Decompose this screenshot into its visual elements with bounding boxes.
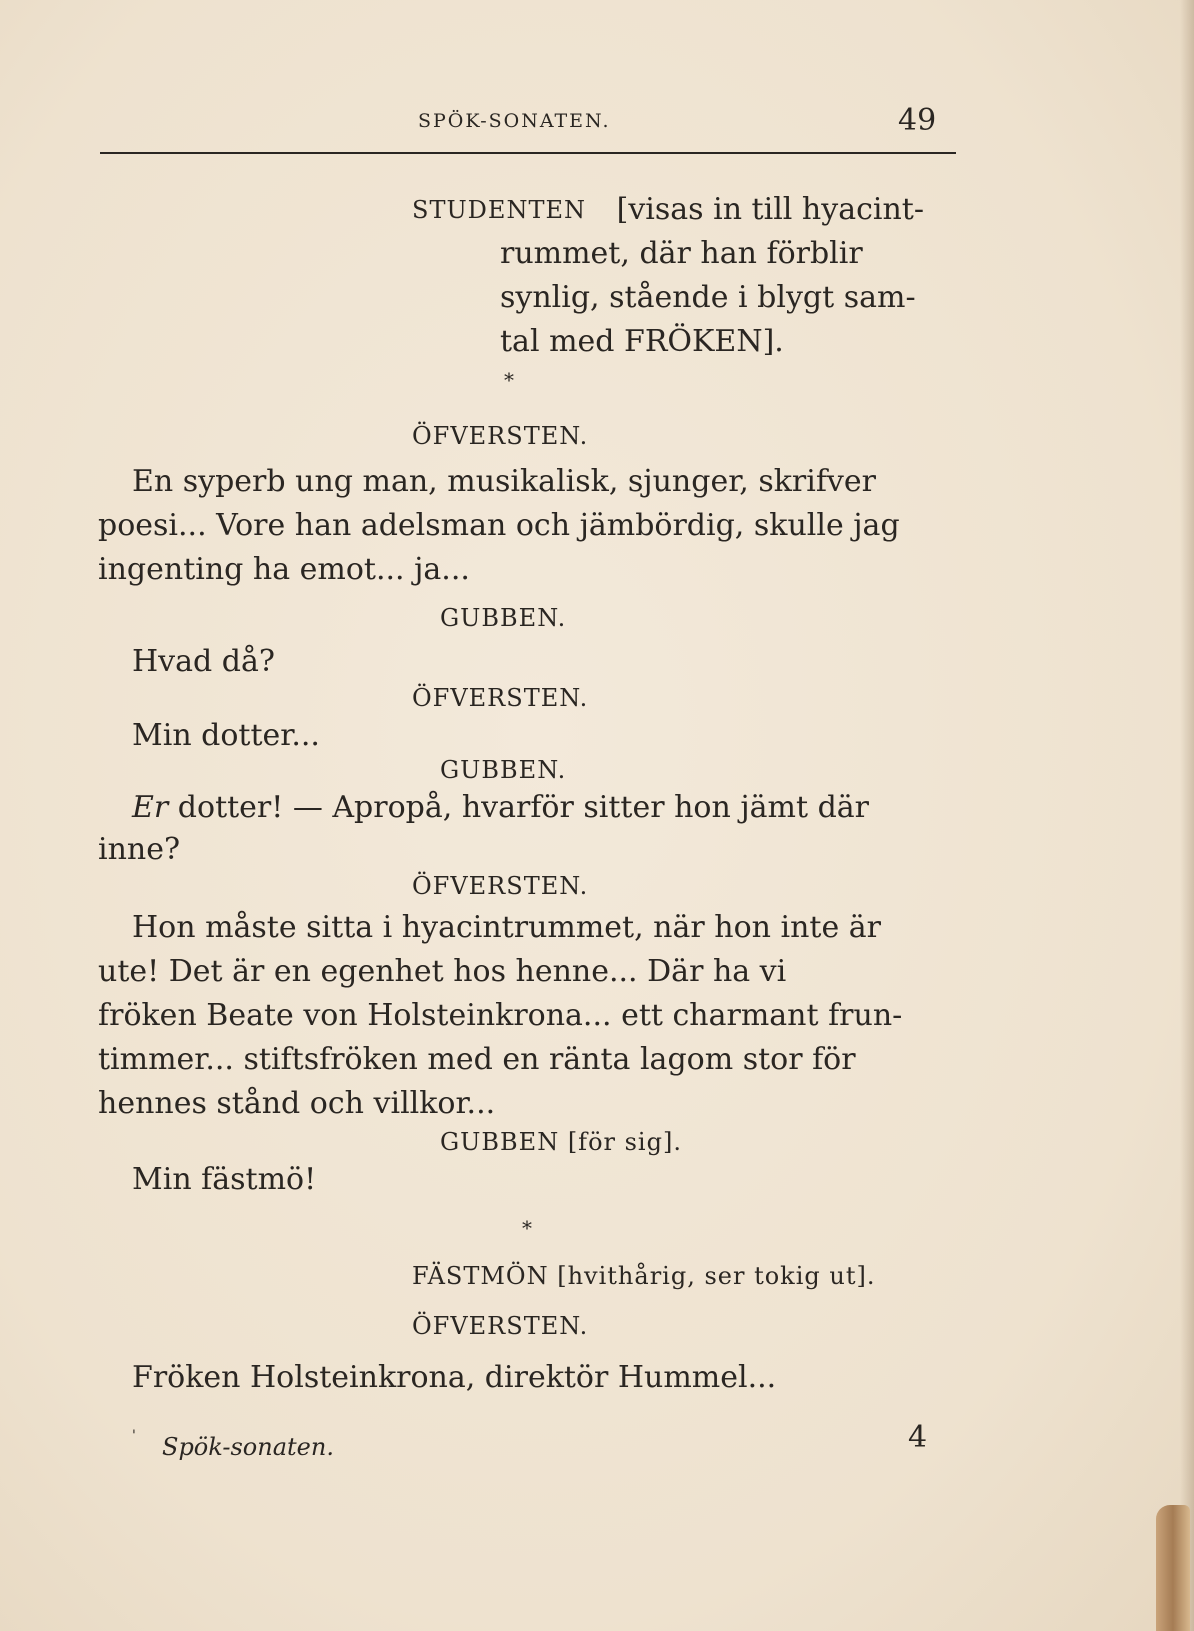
- section-marker: *: [522, 1216, 532, 1240]
- speaker-heading: GUBBEN.: [440, 604, 567, 632]
- signature-mark: 4: [908, 1420, 928, 1455]
- text-line: fröken Beate von Holsteinkrona... ett charmant frun-: [98, 998, 903, 1033]
- text-line: Min dotter...: [132, 718, 320, 753]
- text-line: timmer... stiftsfröken med en ränta lagom stor för: [98, 1042, 856, 1077]
- text-line: Hvad då?: [132, 644, 275, 679]
- text-line: tal med FRÖKEN].: [500, 324, 784, 359]
- speaker-heading: ÖFVERSTEN.: [412, 1312, 589, 1340]
- speaker-heading: ÖFVERSTEN.: [412, 872, 589, 900]
- text-line: inne?: [98, 832, 181, 867]
- text-line: ute! Det är en egenhet hos henne... Där ha vi: [98, 954, 787, 989]
- speaker-heading: ÖFVERSTEN.: [412, 422, 589, 450]
- running-title: SPÖK-SONATEN.: [418, 110, 611, 132]
- italic-word: Er: [132, 790, 169, 825]
- page-number: 49: [898, 103, 937, 138]
- text-line: Fröken Holsteinkrona, direktör Hummel...: [132, 1360, 777, 1395]
- bookmark-strip: [1156, 1505, 1190, 1631]
- section-marker: *: [504, 368, 514, 392]
- header-rule: [100, 152, 956, 154]
- speaker-heading: GUBBEN [för sig].: [440, 1128, 682, 1156]
- text-line: [visas in till hyacint-: [616, 192, 924, 227]
- speaker-heading: ÖFVERSTEN.: [412, 684, 589, 712]
- text-line: rummet, där han förblir: [500, 236, 863, 271]
- stage-direction-fastmon: FÄSTMÖN [hvithårig, ser tokig ut].: [412, 1262, 876, 1290]
- speaker-name: STUDENTEN: [412, 196, 586, 224]
- text-line: Hon måste sitta i hyacintrummet, när hon inte är: [132, 910, 881, 945]
- text-line: Er dotter! — Apropå, hvarför sitter hon jämt där: [132, 790, 869, 825]
- page-edge-shadow: [1180, 0, 1194, 1631]
- speaker-heading: GUBBEN.: [440, 756, 567, 784]
- stage-direction-studenten: [412, 188, 924, 232]
- text-line: Min fästmö!: [132, 1162, 317, 1197]
- text-line: En syperb ung man, musikalisk, sjunger, skrifver: [132, 464, 876, 499]
- text-line: poesi... Vore han adelsman och jämbördig, skulle jag: [98, 508, 900, 543]
- footer-mark: ': [132, 1428, 136, 1444]
- text-line: hennes stånd och villkor...: [98, 1086, 496, 1121]
- footer-book-title: Spök-sonaten.: [162, 1433, 334, 1461]
- text-line: ingenting ha emot... ja...: [98, 552, 470, 587]
- text-line: synlig, stående i blygt sam-: [500, 280, 916, 315]
